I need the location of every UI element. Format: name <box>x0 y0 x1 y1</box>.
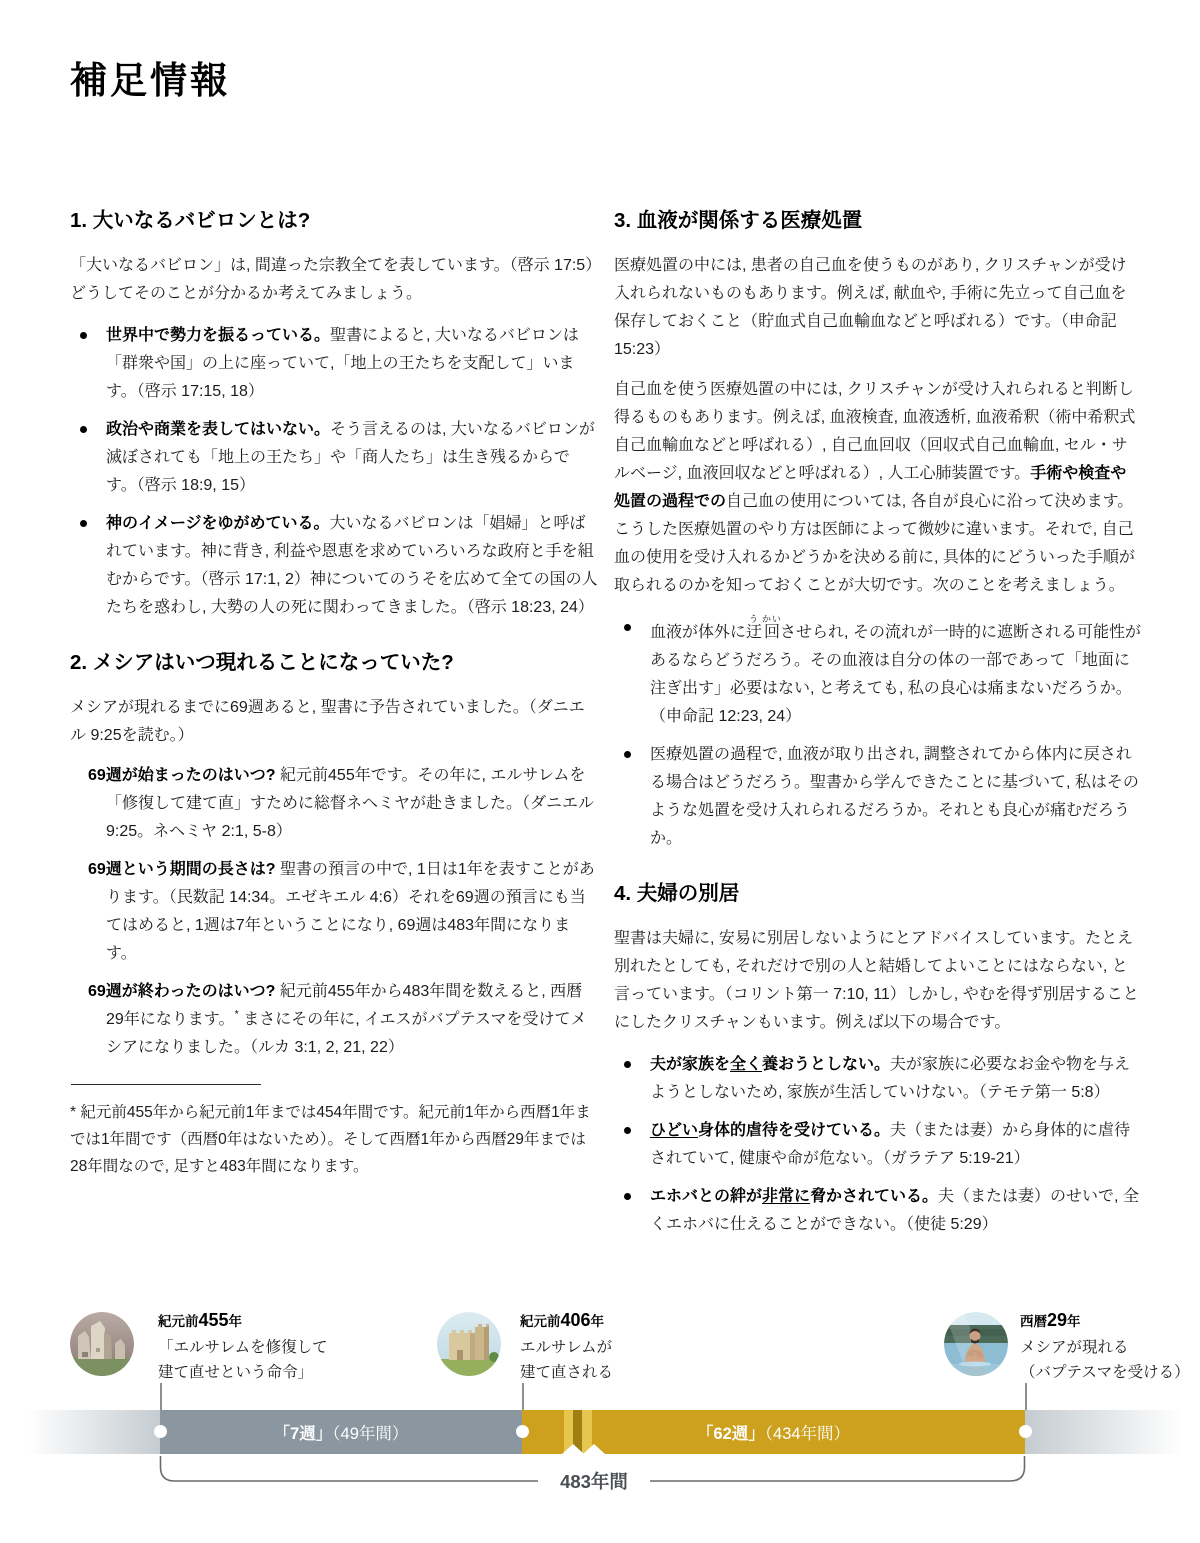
section-4-intro: 聖書は夫婦に, 安易に別居しないようにとアドバイスしています。たとえ別れたとしても, それだけで別の人と結婚してよいことにはならない, と言っています。（コリント第一 7:10, 11）しかし, やむを得ず別居することにしたクリスチャンもいます。例えば以下の場合です。 <box>614 930 1139 1031</box>
section-4-bullet-list <box>614 1051 1142 1239</box>
timeline-dot <box>154 1425 167 1438</box>
footnote-divider <box>71 1084 261 1085</box>
section-2-intro: メシアが現れるまでに69週あると, 聖書に予告されていました。（ダニエル 9:25を読む。） <box>70 699 585 744</box>
section-separation <box>614 881 1142 1239</box>
section-3-heading: 3. 血液が関係する医療処置 <box>614 209 863 232</box>
total-span-bracket <box>0 1454 1200 1502</box>
timeline-dot <box>516 1425 529 1438</box>
bar-fade-left <box>28 1410 160 1454</box>
jerusalem-rebuilt-image <box>437 1312 501 1376</box>
page-title: 補足情報 <box>70 60 230 101</box>
section-3-paragraph: 自己血を使う医療処置の中には, クリスチャンが受け入れられると判断し得るものもあります。例えば, 血液検査, 血液透析, 血液希釈（術中希釈式自己血輸血などと呼ばれる）, 自己血回収（回収式自己血輸血, セル・サルベージ, 血液回収などと呼ばれる）, 人工心肺装置です。手術や検査や処置の過程での自己血の使用については, 各自が良心に沿って決めます。こうした医療処置のやり方は医師によって微妙に違います。それで, 自己血の使用を受け入れるかどうかを決める前に, 具体的にどういった手順が取られるのかを知っておくことが大切です。次のことを考えましょう。 <box>614 381 1136 594</box>
footnote-text: * 紀元前455年から紀元前1年までは454年間です。紀元前1年から西暦1年までは1年間です（西暦0年はないため）。そして西暦1年から西暦29年までは28年間なので, 足すと483年間になります。 <box>70 1104 591 1175</box>
section-1-bullet-list <box>70 322 598 622</box>
messiah-baptism-image <box>944 1312 1008 1376</box>
section-blood <box>614 208 1142 853</box>
timeline-event-label <box>520 1310 613 1385</box>
list-item: 医療処置の過程で, 血液が取り出され, 調整されてから体内に戻される場合はどうだろう。聖書から学んできたことに基づいて, 私はそのような処置を受け入れられるだろうか。それとも良心が痛むだろうか。 <box>650 741 1142 853</box>
list-item: 政治や商業を表してはいない。そう言えるのは, 大いなるバビロンが滅ぼされても「地上の王たち」や「商人たち」は生き残るからです。（啓示 18:9, 15） <box>106 416 598 500</box>
bar-label-62-weeks: 「62週」（434年間） <box>696 1425 851 1443</box>
bar-segment-62-weeks <box>522 1410 1025 1454</box>
timeline-event-label <box>158 1310 328 1385</box>
section-2-heading: 2. メシアはいつ現れることになっていた? <box>70 651 454 674</box>
bar-fade-right <box>1025 1410 1183 1454</box>
timeline-tick <box>522 1383 524 1410</box>
list-item: エホバとの絆が非常に脅かされている。夫（または妻）のせいで, 全くエホバに仕えることができない。（使徒 5:29） <box>650 1183 1142 1239</box>
section-babylon <box>70 208 598 622</box>
timeline-event-label <box>1020 1310 1190 1385</box>
left-column <box>70 208 598 1239</box>
list-item: 神のイメージをゆがめている。大いなるバビロンは「娼婦」と呼ばれています。神に背き, 利益や恩恵を求めていろいろな政府と手を組むからです。（啓示 17:1, 2）神についてのうそを広めて全ての国の人たちを惑わし, 大勢の人の死に関わってきました。（啓示 18:23, 24） <box>106 510 598 622</box>
event-line: 建て直される <box>520 1364 614 1381</box>
bar-label-7-weeks: 「7週」（49年間） <box>273 1425 409 1443</box>
section-messiah <box>70 650 598 1180</box>
event-line: エルサレムが <box>520 1339 613 1356</box>
bar-break-notch <box>583 1444 605 1454</box>
jerusalem-ruins-image <box>70 1312 134 1376</box>
section-3-bullet-list <box>614 614 1142 853</box>
event-line: （バプテスマを受ける） <box>1020 1364 1190 1381</box>
section-1-heading: 1. 大いなるバビロンとは? <box>70 209 311 232</box>
total-span-label: 483年間 <box>560 1471 628 1492</box>
timeline-tick <box>160 1383 162 1410</box>
event-line: 建て直せという命令」 <box>158 1364 314 1381</box>
event-year: 紀元前406年 <box>520 1310 605 1330</box>
qa-item: 69週が始まったのはいつ? 紀元前455年です。その年に, エルサレムを「修復して建て直」すために総督ネヘミヤが赴きました。（ダニエル 9:25。ネヘミヤ 2:1, 5-8） <box>88 767 595 840</box>
timeline-dot <box>1019 1425 1032 1438</box>
timeline-bar <box>0 1410 1200 1454</box>
section-3-paragraph: 医療処置の中には, 患者の自己血を使うものがあり, クリスチャンが受け入れられないものもあります。例えば, 献血や, 手術に先立って自己血を保存しておくこと（貯血式自己血輸血などと呼ばれる）です。（申命記 15:23） <box>614 257 1127 358</box>
list-item: ひどい身体的虐待を受けている。夫（または妻）から身体的に虐待されていて, 健康や命が危ない。（ガラテア 5:19-21） <box>650 1117 1142 1173</box>
two-column-body <box>70 208 1142 1239</box>
list-item: 夫が家族を全く養おうとしない。夫が家族に必要なお金や物を与えようとしないため, 家族が生活していけない。（テモテ第一 5:8） <box>650 1051 1142 1107</box>
right-column <box>614 208 1142 1239</box>
timeline-tick <box>1025 1383 1027 1410</box>
event-year: 紀元前455年 <box>158 1310 243 1330</box>
bar-segment-7-weeks <box>160 1410 522 1454</box>
section-4-heading: 4. 夫婦の別居 <box>614 882 740 905</box>
list-item: 世界中で勢力を振るっている。聖書によると, 大いなるバビロンは「群衆や国」の上に座っていて,「地上の王たちを支配して」います。（啓示 17:15, 18） <box>106 322 598 406</box>
event-line: メシアが現れる <box>1020 1339 1129 1356</box>
event-line: 「エルサレムを修復して <box>158 1339 328 1356</box>
qa-item: 69週が終わったのはいつ? 紀元前455年から483年間を数えると, 西暦29年になります。* まさにその年に, イエスがバプテスマを受けてメシアになりました。（ルカ 3:1, 2, 21, 22） <box>88 983 587 1056</box>
timeline <box>0 1290 1200 1543</box>
section-1-intro: 「大いなるバビロン」は, 間違った宗教全てを表しています。（啓示 17:5）どうしてそのことが分かるか考えてみましょう。 <box>70 257 594 302</box>
qa-item: 69週という期間の長さは? 聖書の預言の中で, 1日は1年を表すことがあります。（民数記 14:34。エゼキエル 4:6）それを69週の預言にも当てはめると, 1週は7年ということになり, 69週は483年間になります。 <box>88 861 595 962</box>
bar-break-notch <box>562 1444 584 1454</box>
event-year: 西暦29年 <box>1020 1310 1081 1330</box>
list-item: 血液が体外に迂う回かいさせられ, その流れが一時的に遮断される可能性があるならどうだろう。その血液は自分の体の一部であって「地面に注ぎ出す」必要はない, と考えても, 私の良心は痛まないだろうか。（申命記 12:23, 24） <box>650 614 1142 731</box>
